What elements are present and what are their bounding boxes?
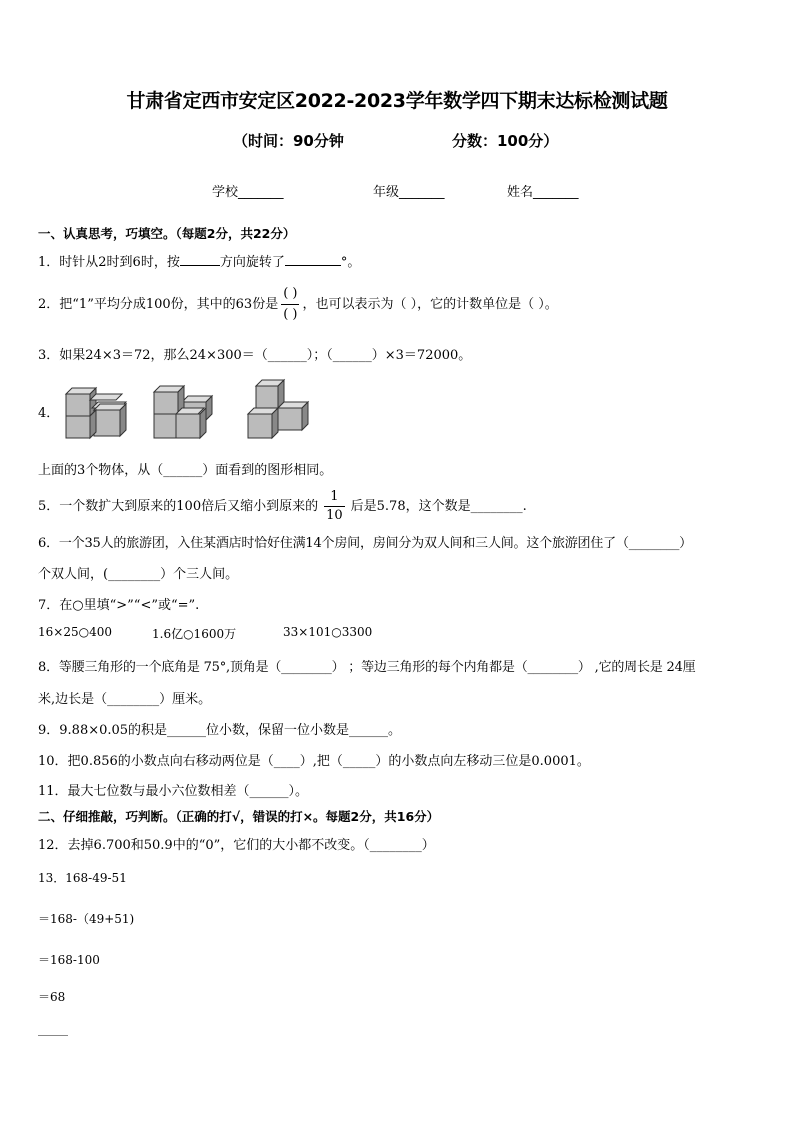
question-6-line-2: 个双人间，(________）个三人间。 [38, 567, 239, 582]
q5-text-a: 5．一个数扩大到原来的100倍后又缩小到原来的 [38, 499, 319, 514]
question-4-label: 4． [38, 406, 60, 421]
section-1-heading: 一、认真思考，巧填空。（每题2分，共22分） [38, 226, 296, 241]
page-title: 甘肃省定西市安定区2022-2023学年数学四下期末达标检测试题 [126, 90, 668, 112]
q5-fraction [324, 488, 345, 525]
q2-text-a: 2．把“1”平均分成100份，其中的63份是 [38, 297, 279, 312]
question-13-line-3: ＝168-100 [38, 953, 100, 967]
name-field: 姓名_______ [507, 185, 579, 200]
question-13-line-1: 13．168-49-51 [38, 871, 127, 885]
exam-score: 分数：100分） [452, 132, 559, 150]
q1-text-a: 1．时针从2时到6时，按 [38, 255, 180, 270]
q1-blank-1 [180, 253, 220, 266]
q7-item-3: 33×101○3300 [283, 625, 373, 639]
question-5 [38, 488, 527, 525]
question-2 [38, 284, 558, 325]
q2-fraction [281, 284, 299, 325]
question-9: 9．9.88×0.05的积是______位小数，保留一位小数是______。 [38, 723, 402, 738]
q1-text-b: 方向旋转了 [219, 255, 285, 270]
cube-figure-2 [152, 382, 218, 440]
q7-item-1: 16×25○400 [38, 625, 112, 639]
question-6-line-1: 6．一个35人的旅游团，入住某酒店时恰好住满14个房间，房间分为双人间和三人间。这个旅游团住了（________） [38, 536, 692, 551]
q5-fraction-denominator: 10 [326, 508, 343, 523]
question-12: 12．去掉6.700和50.9中的“0”，它们的大小都不改变。（________） [38, 838, 435, 853]
section-2-heading: 二、仔细推敲，巧判断。（正确的打√，错误的打×。每题2分，共16分） [38, 809, 440, 824]
q2-text-b: ，也可以表示为（ ），它的计数单位是（ ）。 [302, 297, 558, 312]
question-10: 10．把0.856的小数点向右移动两位是（____）,把（_____）的小数点向左移动三位是0.0001。 [38, 754, 590, 769]
exam-time: （时间：90分钟 [233, 132, 344, 150]
q5-text-b: 后是5.78，这个数是________. [350, 499, 527, 514]
q7-item-2: 1.6亿○1600万 [152, 627, 237, 641]
question-13-line-4: ＝68 [38, 990, 66, 1004]
q2-fraction-numerator: ( ) [281, 284, 299, 305]
question-13-line-2: ＝168-（49+51) [38, 912, 135, 926]
question-1 [38, 251, 360, 270]
grade-field: 年级_______ [373, 185, 445, 200]
question-11: 11．最大七位数与最小六位数相差（______）。 [38, 784, 309, 799]
q1-text-c: °。 [340, 255, 361, 270]
q2-fraction-denominator: ( ) [283, 307, 298, 322]
question-7: 7．在○里填“>”“<”或“=”. [38, 598, 200, 613]
cube-figure-3 [246, 376, 314, 442]
question-8-line-2: 米,边长是（________）厘米。 [38, 692, 212, 707]
question-8-line-1: 8．等腰三角形的一个底角是 75°,顶角是（________） ；等边三角形的每个内角都是（________） ,它的周长是 24厘 [38, 660, 696, 675]
q5-fraction-numerator: 1 [324, 488, 345, 507]
cube-figure-1-detail [64, 382, 134, 440]
question-4-text: 上面的3个物体，从（______）面看到的图形相同。 [38, 463, 333, 478]
question-13-line-5: _____ [38, 1022, 68, 1036]
q1-blank-2 [285, 253, 341, 266]
question-3: 3．如果24×3＝72，那么24×300＝（______）；（______）×3＝72000。 [38, 348, 472, 363]
school-field: 学校_______ [212, 185, 284, 200]
